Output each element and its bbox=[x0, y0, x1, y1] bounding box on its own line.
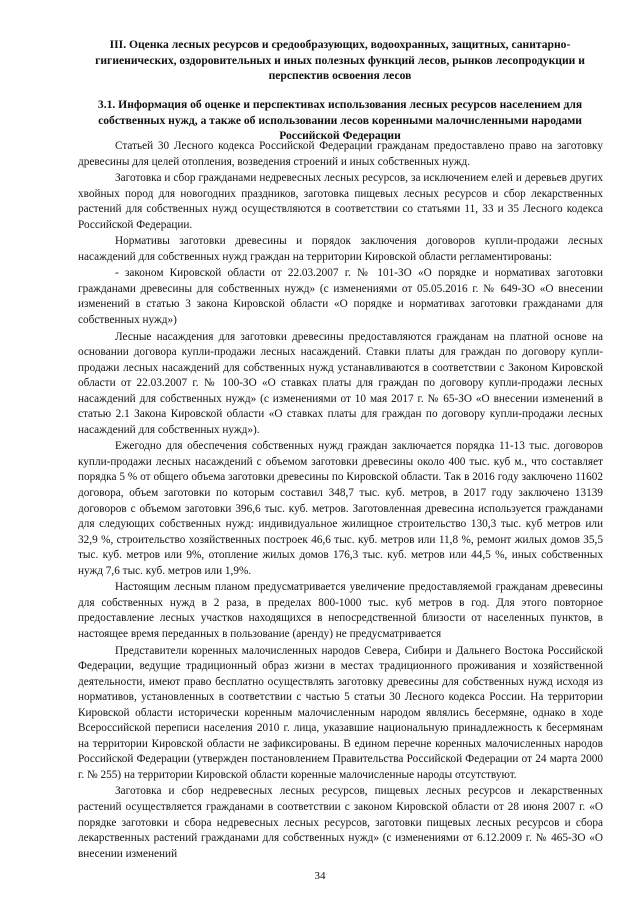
paragraph: Нормативы заготовки древесины и порядок заключения договоров купли-продажи лесных насаждений для собственных нужд граждан на территории Кировской области регламентированы: bbox=[78, 235, 603, 263]
paragraph: Заготовка и сбор гражданами недревесных лесных ресурсов, за исключением елей и деревьев других хвойных пород для новогодних праздников, заготовка пищевых лесных ресурсов и сбор лекарственных растений для собственных нужд осуществляются в соответствии со статьями 11, 33 и 35 Лесного кодекса Российской Федерации. bbox=[78, 172, 603, 231]
paragraph: Представители коренных малочисленных народов Севера, Сибири и Дальнего Востока Российской Федерации, ведущие традиционный образ жизни в местах традиционного проживания и хозяйственной деятельности, имеют право бесплатно осуществлять заготовку древесины для собственных нужд исходя из нормативов, установленных в соответствии с частью 5 статьи 30 Лесного кодекса России. На территории Кировской области исторически коренным малочисленным народом являлись бесермяне, однако в ходе Всероссийской переписи населения 2010 г. лица, указавшие национальную принадлежность к бесермянам на территории Кировской области не зафиксированы. В едином перечне коренных малочисленных народов Российской Федерации (утвержден постановлением Правительства Российской Федерации от 24 марта 2000 г. № 255) на территории Кировской области коренные малочисленные народы отсутствуют. bbox=[78, 644, 603, 781]
page-number: 34 bbox=[314, 870, 326, 882]
paragraph: - законом Кировской области от 22.03.2007 г. № 101-ЗО «О порядке и нормативах заготовки гражданами древесины для собственных нужд» (с изменениями от 05.05.2016 г. № 649-ЗО «О внесении изменений в статью 3 закона Кировской области «О порядке и нормативах заготовки гражданами для собственных нужд») bbox=[78, 267, 603, 327]
subsection-title: 3.1. Информация об оценке и перспективах использования лесных ресурсов населением для собственных нужд, а также об использовании лесов коренными малочисленными народами Российской Федерации bbox=[97, 98, 583, 142]
paragraph: Настоящим лесным планом предусматривается увеличение предоставляемой гражданам древесины для собственных нужд в 2 раза, в пределах 800-1000 тыс. куб метров в год. Для этого повторное предоставление лесных участков находящихся в непосредственной близости от населенных пунктов, в настоящее время переданных в пользование (аренду) не предусматривается bbox=[78, 581, 603, 640]
paragraph: Заготовка и сбор недревесных лесных ресурсов, пищевых лесных ресурсов и лекарственных растений осуществляется гражданами в соответствии с законом Кировской области от 28 июня 2007 г. «О порядке заготовки и сбора недревесных лесных ресурсов, заготовки пищевых лесных ресурсов и сбора лекарственных растений гражданами для собственных нужд» (с изменениями от 6.12.2009 г. № 465-ЗО «О внесении изменений bbox=[78, 785, 603, 860]
section-title: III. Оценка лесных ресурсов и средообразующих, водоохранных, защитных, санитарно-гигиенических, оздоровительных и иных полезных функций лесов, рынков лесопродукции и перспектив освоения лесов bbox=[95, 38, 585, 82]
paragraph: Лесные насаждения для заготовки древесины предоставляются гражданам на платной основе на основании договора купли-продажи лесных насаждений. Ставки платы для граждан по договору купли-продажи лесных насаждений для собственных нужд устанавливаются в соответствии с Законом Кировской области от 22.03.2007 г. № 100-ЗО «О ставках платы для граждан по договору купли-продажи лесных насаждений для собственных нужд» (с изменениями от 10 мая 2017 г. № 65-ЗО «О внесении изменений в статью 2.1 Закона Кировской области «О ставках платы для граждан по договору купли-продажи лесных насаждений для собственных нужд»). bbox=[78, 330, 603, 436]
body-text bbox=[78, 139, 603, 863]
paragraph: Статьей 30 Лесного кодекса Российской Федерации гражданам предоставлено право на заготовку древесины для целей отопления, возведения строений и иных собственных нужд. bbox=[78, 140, 603, 168]
paragraph: Ежегодно для обеспечения собственных нужд граждан заключается порядка 11-13 тыс. договоров купли-продажи лесных насаждений с объемом заготовки древесины около 400 тыс. куб м., что составляет порядка 5 % от общего объема заготовки древесины по Кировской области. Так в 2016 году заключено 11602 договора, объем заготовки по которым составил 348,7 тыс. куб. метров, в 2017 году заключено 13139 договоров с объемом заготовки 396,6 тыс. куб. метров. Заготовленная древесина используется гражданами для следующих собственных нужд: индивидуальное жилищное строительство 130,3 тыс. куб метров или 32,9 %, строительство хозяйственных построек 46,6 тыс. куб. метров или 11,8 %, ремонт жилых домов 35,5 тыс. куб. метров или 9%, отопление жилых домов 176,3 тыс. куб. метров или 44,5 %, иных собственных нужд 7,6 тыс. куб. метров или 1,9%. bbox=[78, 440, 603, 577]
